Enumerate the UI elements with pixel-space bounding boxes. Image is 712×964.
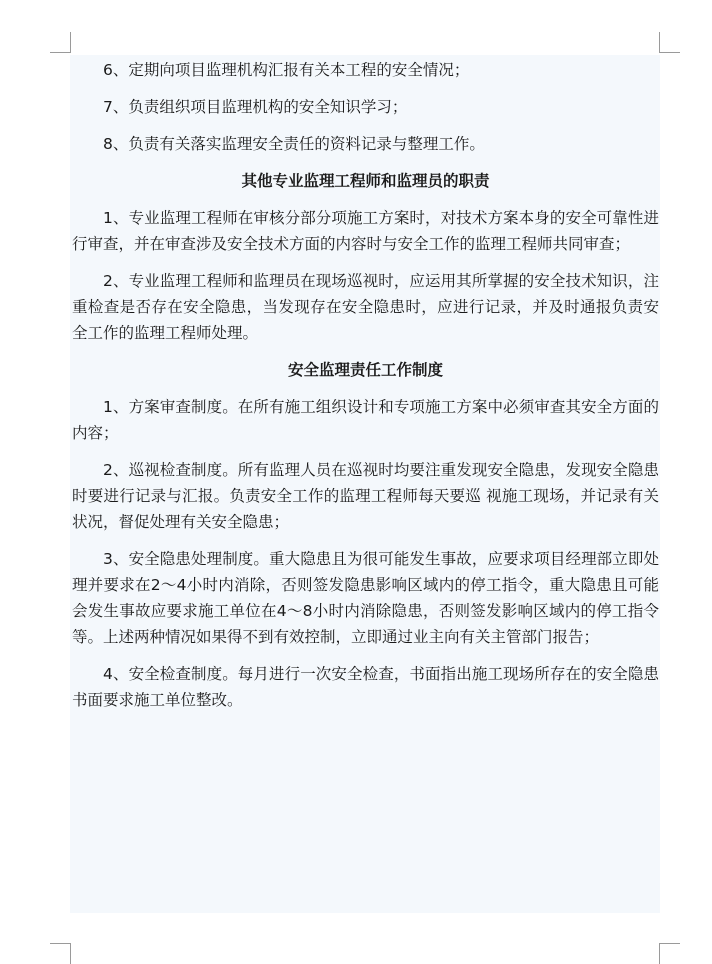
crop-mark-bottom-left: [50, 943, 71, 964]
paragraph-item-7: 7、负责组织项目监理机构的安全知识学习；: [103, 98, 408, 116]
paragraph-system-4: 4、安全检查制度。每月进行一次安全检查，书面指出施工现场所存在的安全隐患书面要求施工单位整改。: [72, 665, 659, 709]
crop-mark-top-right: [659, 32, 680, 53]
paragraph-system-3: 3、安全隐患处理制度。重大隐患且为很可能发生事故，应要求项目经理部立即处理并要求在2～4小时内消除，否则签发隐患影响区域内的停工指令，重大隐患且可能会发生事故应要求施工单位在4～8小时内消除隐患，否则签发影响区域内的停工指令等。上述两种情况如果得不到有效控制，立即通过业主向有关主管部门报告；: [72, 550, 659, 646]
paragraph-item-8: 8、负责有关落实监理安全责任的资料记录与整理工作。: [103, 135, 485, 153]
section-heading-other-engineers: 其他专业监理工程师和监理员的职责: [241, 172, 490, 190]
paragraph-engineer-duty-2: 2、专业监理工程师和监理员在现场巡视时，应运用其所掌握的安全技术知识，注重检查是否存在安全隐患，当发现存在安全隐患时，应进行记录，并及时通报负责安全工作的监理工程师处理。: [72, 272, 659, 342]
paragraph-system-2: 2、巡视检查制度。所有监理人员在巡视时均要注重发现安全隐患，发现安全隐患时要进行记录与汇报。负责安全工作的监理工程师每天要巡 视施工现场，并记录有关状况，督促处理有关安全隐患；: [72, 461, 659, 531]
paragraph-item-6: 6、定期向项目监理机构汇报有关本工程的安全情况；: [103, 61, 470, 79]
document-body[interactable]: [72, 57, 659, 724]
paragraph-engineer-duty-1: 1、专业监理工程师在审核分部分项施工方案时，对技术方案本身的安全可靠性进行审查，并在审查涉及安全技术方面的内容时与安全工作的监理工程师共同审查；: [72, 209, 659, 253]
crop-mark-bottom-right: [659, 943, 680, 964]
crop-mark-top-left: [50, 32, 71, 53]
paragraph-system-1: 1、方案审查制度。在所有施工组织设计和专项施工方案中必须审查其安全方面的内容；: [72, 398, 659, 442]
section-heading-safety-system: 安全监理责任工作制度: [287, 361, 443, 379]
